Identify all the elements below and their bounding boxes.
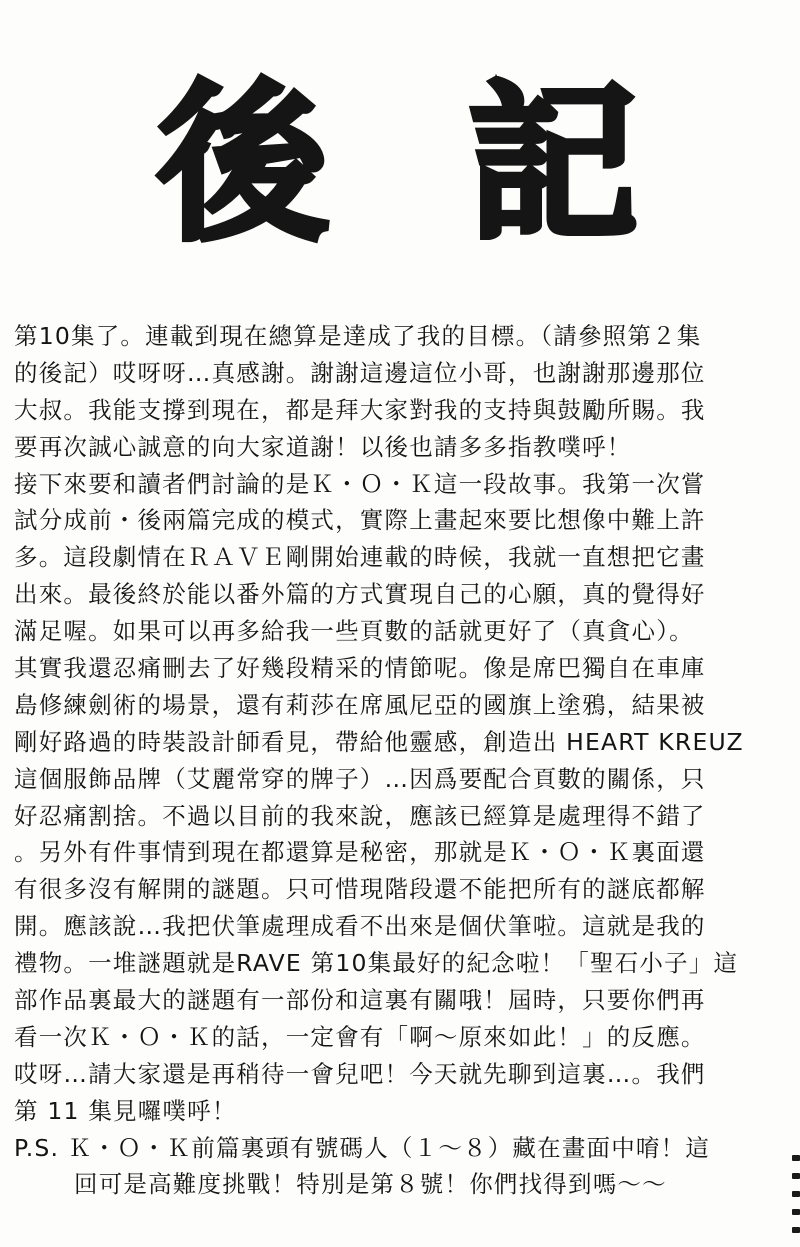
afterword-body xyxy=(14,318,784,1203)
edge-mark xyxy=(792,1209,800,1215)
body-line: 部作品裏最大的謎題有一部份和這裏有關哦！屆時，只要你們再 xyxy=(14,986,706,1015)
body-line: 第 11 集見囉噗呼！ xyxy=(14,1096,237,1125)
ps-line: P.S. Ｋ・Ｏ・Ｋ前篇裏頭有號碼人（１～８）藏在畫面中唷！這 xyxy=(14,1133,711,1162)
edge-mark xyxy=(792,1191,800,1197)
body-line: 要再次誠心誠意的向大家道謝！以後也請多多指教噗呼！ xyxy=(14,432,632,461)
edge-mark xyxy=(792,1155,800,1161)
body-line: 哎呀…請大家還是再稍待一會兒吧！今天就先聊到這裏…。我們 xyxy=(14,1059,706,1088)
page-edge-marks xyxy=(786,1155,800,1247)
edge-mark xyxy=(792,1173,800,1179)
body-line: 有很多沒有解開的謎題。只可惜現階段還不能把所有的謎底都解 xyxy=(14,875,706,904)
body-line: 看一次Ｋ・Ｏ・Ｋ的話，一定會有「啊～原來如此！」的反應。 xyxy=(14,1022,706,1051)
body-line: 這個服飾品牌（艾麗常穿的牌子）…因爲要配合頁數的關係，只 xyxy=(14,764,706,793)
body-line: 其實我還忍痛刪去了好幾段精采的情節呢。像是席巴獨自在車庫 xyxy=(14,654,706,683)
ps-line-continued: 回可是高難度挑戰！特別是第８號！你們找得到嗎～～ xyxy=(74,1170,667,1199)
body-line: 大叔。我能支撐到現在，都是拜大家對我的支持與鼓勵所賜。我 xyxy=(14,395,706,424)
body-line: 多。這段劇情在ＲＡＶＥ剛開始連載的時候，我就一直想把它畫 xyxy=(14,543,706,572)
body-line: 滿足喔。如果可以再多給我一些頁數的話就更好了（真貪心）。 xyxy=(14,617,694,646)
body-line: 好忍痛割捨。不過以目前的我來說，應該已經算是處理得不錯了 xyxy=(14,801,706,830)
body-line: 出來。最後終於能以番外篇的方式實現自己的心願，真的覺得好 xyxy=(14,580,706,609)
body-line: 的後記）哎呀呀…真感謝。謝謝這邊這位小哥，也謝謝那邊那位 xyxy=(14,358,706,387)
body-line: 。另外有件事情到現在都還算是秘密，那就是Ｋ・Ｏ・Ｋ裏面還 xyxy=(14,838,706,867)
body-line: 剛好路過的時裝設計師看見，帶給他靈感，創造出 HEART KREUZ xyxy=(14,727,744,756)
body-line: 第10集了。連載到現在總算是達成了我的目標。（請參照第２集 xyxy=(14,322,702,350)
title-char-record: 記 xyxy=(468,66,639,264)
edge-mark xyxy=(792,1227,800,1233)
body-line: 接下來要和讀者們討論的是Ｋ・Ｏ・Ｋ這一段故事。我第一次嘗 xyxy=(14,469,706,498)
body-line: 試分成前・後兩篇完成的模式，實際上畫起來要比想像中難上許 xyxy=(14,506,706,535)
body-line: 禮物。一堆謎題就是RAVE 第10集最好的紀念啦！「聖石小子」這 xyxy=(14,949,739,978)
body-line: 開。應該說…我把伏筆處理成看不出來是個伏筆啦。這就是我的 xyxy=(14,912,706,941)
body-line: 島修練劍術的場景，還有莉莎在席風尼亞的國旗上塗鴉，結果被 xyxy=(14,690,706,719)
title-char-after: 後 xyxy=(158,66,329,264)
